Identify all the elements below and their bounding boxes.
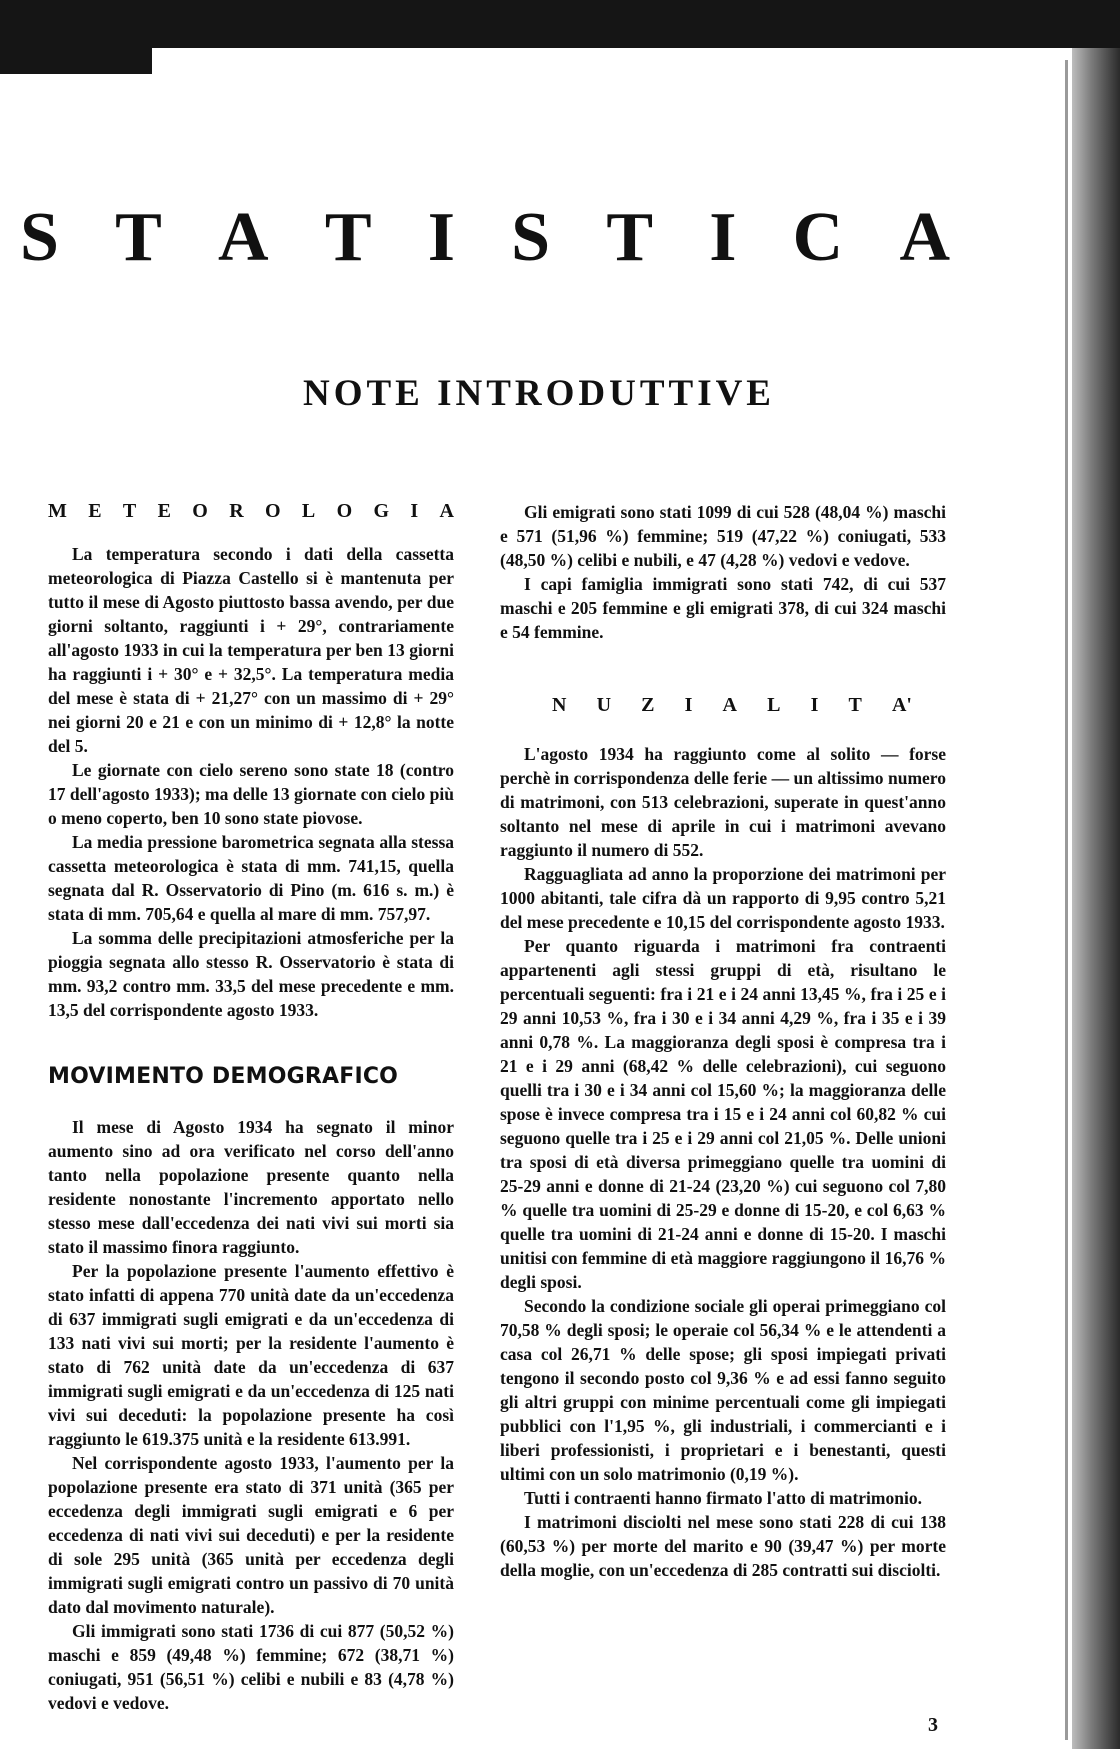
nuzialita-heading [552, 694, 912, 720]
movimento-paragraph: Gli emigrati sono stati 1099 di cui 528 (48,04 %) maschi e 571 (51,96 %) femmine; 519 (47,22 %) coniugati, 533 (48,50 %) celibi e nubili, e 47 (4,28 %) vedovi e vedove. [500, 502, 946, 570]
heading-letter: M [48, 500, 67, 522]
nuzialita-paragraph: L'agosto 1934 ha raggiunto come al solito — forse perchè in corrispondenza delle ferie — un altissimo numero di matrimoni, con 513 celebrazioni, superate in quest'anno soltanto nel mese di aprile in cui i matrimoni avevano raggiunto il numero di 552. [500, 744, 946, 860]
top-dark-band-corner [0, 48, 152, 74]
title-letter: S [511, 199, 551, 276]
heading-letter: A [722, 694, 737, 716]
heading-letter: L [767, 694, 781, 716]
meteorologia-paragraph: Le giornate con cielo sereno sono state 18 (contro 17 dell'agosto 1933); ma delle 13 giornate con cielo più o meno coperto, ben 10 sono state piovose. [48, 760, 454, 828]
heading-letter: L [301, 500, 316, 522]
page-subtitle: NOTE INTRODUTTIVE [302, 373, 775, 414]
title-letter: T [324, 199, 372, 276]
title-letter: A [218, 199, 269, 276]
meteorologia-paragraph: La media pressione barometrica segnata alla stessa cassetta meteorologica è stata di mm. 741,15, quella segnata dal R. Osservatorio di Pino (m. 616 s. m.) è stata di mm. 705,64 e quella al mare di mm. 757,97. [48, 832, 454, 924]
heading-letter: E [88, 500, 102, 522]
nuzialita-paragraph: Secondo la condizione sociale gli operai primeggiano col 70,58 % degli sposi; le operaie col 56,34 % e le attendenti a casa col 26,71 % delle spose; gli sposi impiegati privati tengono il secondo posto col 9,36 % e ad essi fanno seguito gli altri gruppi con minime percentuali come gli impiegati pubblici con l'1,95 %, gli industriali, i commercianti e i liberi professionisti, i proprietari e i benestanti, questi ultimi con un solo matrimonio (0,19 %). [500, 1296, 946, 1484]
nuzialita-paragraph: I matrimoni disciolti nel mese sono stati 228 di cui 138 (60,53 %) per morte del marito e 90 (39,47 %) per morte della moglie, con un'eccedenza di 285 contratti sui disciolti. [500, 1512, 946, 1580]
meteorologia-heading [48, 500, 454, 526]
meteorologia-paragraph: La somma delle precipitazioni atmosferiche per la pioggia segnata allo stesso R. Osservatorio è stata di mm. 93,2 contro mm. 33,5 del mese precedente e mm. 13,5 del corrispondente agosto 1933. [48, 928, 454, 1020]
heading-letter: T [122, 500, 137, 522]
page-edge-shadow [1072, 48, 1120, 1749]
heading-letter: N [552, 694, 567, 716]
heading-letter: A [439, 500, 454, 522]
heading-letter: G [373, 500, 390, 522]
heading-letter: O [192, 500, 208, 522]
heading-letter: R [229, 500, 244, 522]
title-letter: C [792, 199, 844, 276]
nuzialita-paragraph: Per quanto riguarda i matrimoni fra contraenti appartenenti agli stessi gruppi di età, risultano le percentuali seguenti: fra i 21 e i 24 anni 13,45 %, fra i 25 e i 29 anni 10,53 %, fra i 30 e i 34 anni 4,29 %, fra i 35 e i 39 anni 0,78 %. La maggioranza degli sposi è compresa tra i 21 e i 29 anni (68,42 % delle celebrazioni), cui seguono quelli tra i 30 e i 34 anni col 15,60 %; la maggioranza delle spose è invece compresa tra i 15 e i 24 anni col 60,82 % cui seguono quelle tra i 25 e i 29 anni col 21,05 %. Delle unioni tra sposi di età diversa primeggiano quelle tra uomini di 25-29 anni e donne di 21-24 (23,20 %) cui seguono col 7,80 % quelle tra uomini di 25-29 e donne di 15-20, e col 6,63 % quelle tra uomini di 21-24 anni e donne di 15-20. I maschi unitisi con femmine di età maggiore raggiungono il 16,76 % degli sposi. [500, 936, 946, 1292]
heading-letter: O [265, 500, 281, 522]
movimento-heading: MOVIMENTO DEMOGRAFICO [48, 1064, 399, 1089]
title-letter: A [899, 199, 950, 276]
nuzialita-paragraph: Ragguagliata ad anno la proporzione dei matrimoni per 1000 abitanti, tale cifra dà un rapporto di 9,95 contro 5,21 del mese precedente e 10,15 del corrispondente agosto 1933. [500, 864, 946, 932]
movimento-paragraph: Gli immigrati sono stati 1736 di cui 877 (50,52 %) maschi e 859 (49,48 %) femmine; 672 (38,71 %) coniugati, 951 (56,51 %) celibi e nubili e 83 (4,78 %) vedovi e vedove. [48, 1621, 454, 1713]
heading-letter: I [684, 694, 693, 716]
page-number: 3 [928, 1714, 938, 1736]
heading-letter: I [810, 694, 819, 716]
title-letter: T [606, 199, 654, 276]
nuzialita-paragraph: Tutti i contraenti hanno firmato l'atto di matrimonio. [524, 1488, 922, 1508]
title-letter: T [115, 199, 162, 276]
heading-letter: T [848, 694, 862, 716]
page-title [20, 198, 950, 278]
movimento-paragraph: Il mese di Agosto 1934 ha segnato il minor aumento sino ad ora verificato nel corso dell'anno tanto nella popolazione presente quanto nella residente nonostante l'incremento apportato nello stesso mese dall'eccedenza dei nati vivi sui morti sia stato il massimo finora raggiunto. [48, 1117, 454, 1257]
heading-letter: E [157, 500, 171, 522]
left-column [48, 500, 454, 1715]
title-letter: I [709, 199, 737, 276]
movimento-paragraph: I capi famiglia immigrati sono stati 742, di cui 537 maschi e 205 femmine e gli emigrati 378, di cui 324 maschi e 54 femmine. [500, 574, 946, 642]
heading-letter: O [336, 500, 353, 522]
movimento-paragraph: Per la popolazione presente l'aumento effettivo è stato infatti di appena 770 unità date da un'eccedenza di 637 immigrati sugli emigrati e da un'eccedenza di 133 nati vivi sui morti; per la residente l'aumento è stato di 762 unità date da un'eccedenza di 637 immigrati sugli emigrati e da un'eccedenza di 125 nati vivi sui deceduti: la popolazione presente ha così raggiunto le 619.375 unità e la residente 613.991. [48, 1261, 454, 1449]
heading-letter: U [596, 694, 612, 716]
heading-letter: I [410, 500, 419, 522]
title-letter: I [427, 199, 455, 276]
heading-letter: A' [891, 694, 912, 716]
meteorologia-paragraph: La temperatura secondo i dati della cassetta meteorologica di Piazza Castello si è mantenuta per tutto il mese di Agosto piuttosto bassa avendo, per due giorni soltanto, raggiunti i + 29°, contrariamente all'agosto 1933 in cui la temperatura per ben 13 giorni ha raggiunti i + 30° e + 32,5°. La temperatura media del mese è stata di + 21,27° con un massimo di + 29° nei giorni 20 e 21 e con un minimo di + 12,8° la notte del 5. [48, 544, 454, 756]
movimento-paragraph: Nel corrispondente agosto 1933, l'aumento per la popolazione presente era stato di 371 unità (365 per eccedenza degli immigrati sugli emigrati e 6 per eccedenza di nati vivi sui deceduti) e per la residente di sole 295 unità (365 unità per eccedenza degli immigrati sugli emigrati contro un passivo di 70 unità dato dal movimento naturale). [48, 1453, 454, 1617]
heading-letter: Z [641, 694, 655, 716]
top-dark-band [0, 0, 1120, 48]
right-column [500, 500, 946, 1582]
title-letter: S [20, 199, 59, 276]
page-edge-line [1065, 60, 1068, 1740]
